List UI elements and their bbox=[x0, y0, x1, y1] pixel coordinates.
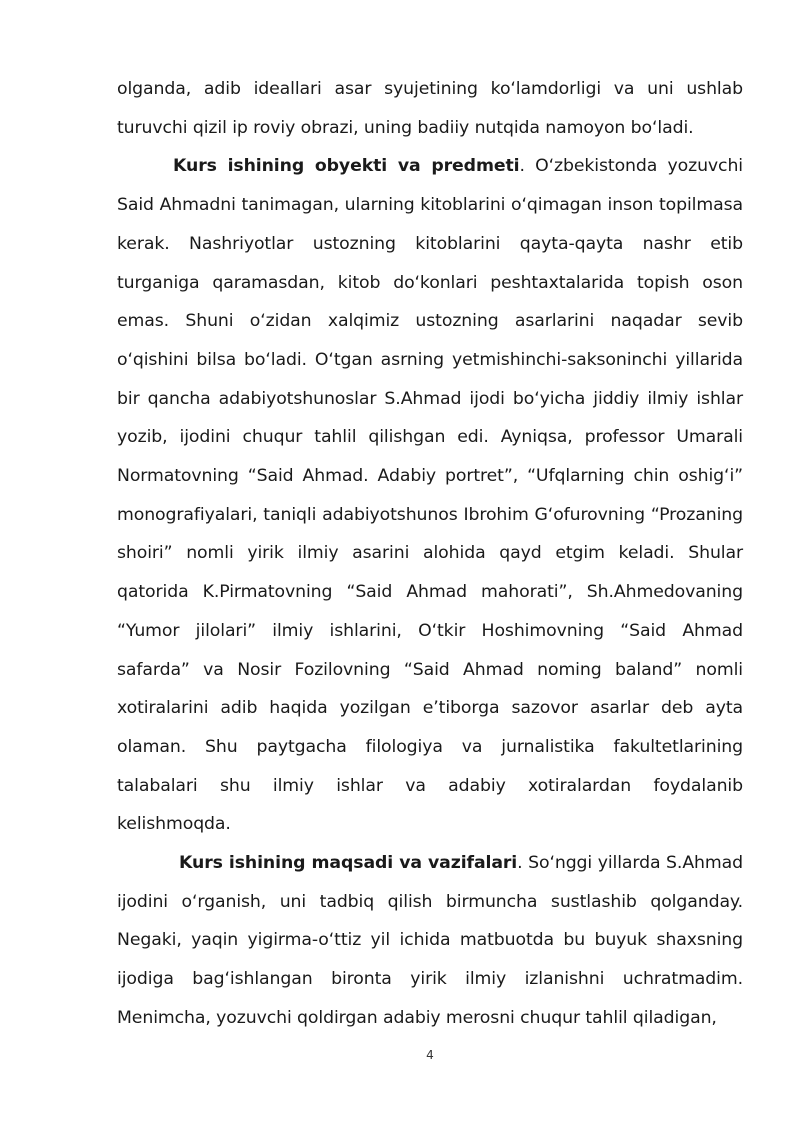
goals-body-text: . So‘nggi yillarda S.Ahmad ijodini o‘rganish, uni tadbiq qilish birmuncha sustlashib qolganday. Negaki, yaqin yigirma-o‘ttiz yil ichida matbuotda bu buyuk shaxsning ijodiga bag‘ishlangan bironta yirik ilmiy izlanishni uchratmadim. Menimcha, yozuvchi qoldirgan adabiy merosni chuqur tahlil qiladigan, bbox=[117, 853, 743, 1028]
object-body-text: . O‘zbekistonda yozuvchi Said Ahmadni tanimagan, ularning kitoblarini o‘qimagan inson topilmasa kerak. Nashriyotlar ustozning kitoblarini qayta-qayta nashr etib turganiga qaramasdan, kitob do‘konlari peshtaxtalarida topish oson emas. Shuni o‘zidan xalqimiz ustozning asarlarini naqadar sevib o‘qishini bilsa bo‘ladi. O‘tgan asrning yetmishinchi-saksoninchi yillarida bir qancha adabiyotshunoslar S.Ahmad ijodi bo‘yicha jiddiy ilmiy ishlar yozib, ijodini chuqur tahlil qilishgan edi. Ayniqsa, professor Umarali Normatovning “Said Ahmad. Adabiy portret”, “Ufqlarning chin oshig‘i” monografiyalari, taniqli adabiyotshunos Ibrohim G‘ofurovning “Prozaning shoiri” nomli yirik ilmiy asarini alohida qayd etgim keladi. Shular qatorida K.Pirmatovning “Said Ahmad mahorati”, Sh.Ahmedovaning “Yumor jilolari” ilmiy ishlarini, O‘tkir Hoshimovning “Said Ahmad safarda” va Nosir Fozilovning “Said Ahmad noming baland” nomli xotiralarini adib haqida yozilgan e’tiborga sazovor asarlar deb ayta olaman. Shu paytgacha filologiya va jurnalistika fakultetlarining talabalari shu ilmiy ishlar va adabiy xotiralardan foydalanib kelishmoqda. bbox=[117, 156, 744, 835]
paragraph-object bbox=[117, 147, 743, 844]
paragraph-goals bbox=[117, 844, 743, 1038]
paragraph-intro: olganda, adib ideallari asar syujetining ko‘lamdorligi va uni ushlab turuvchi qizil ip roviy obrazi, uning badiiy nutqida namoyon bo‘ladi. bbox=[117, 79, 743, 138]
page-number: 4 bbox=[426, 1048, 434, 1062]
heading-object: Kurs ishining obyekti va predmeti bbox=[173, 156, 520, 177]
heading-goals: Kurs ishining maqsadi va vazifalari bbox=[179, 853, 518, 874]
body-text bbox=[117, 70, 743, 1038]
